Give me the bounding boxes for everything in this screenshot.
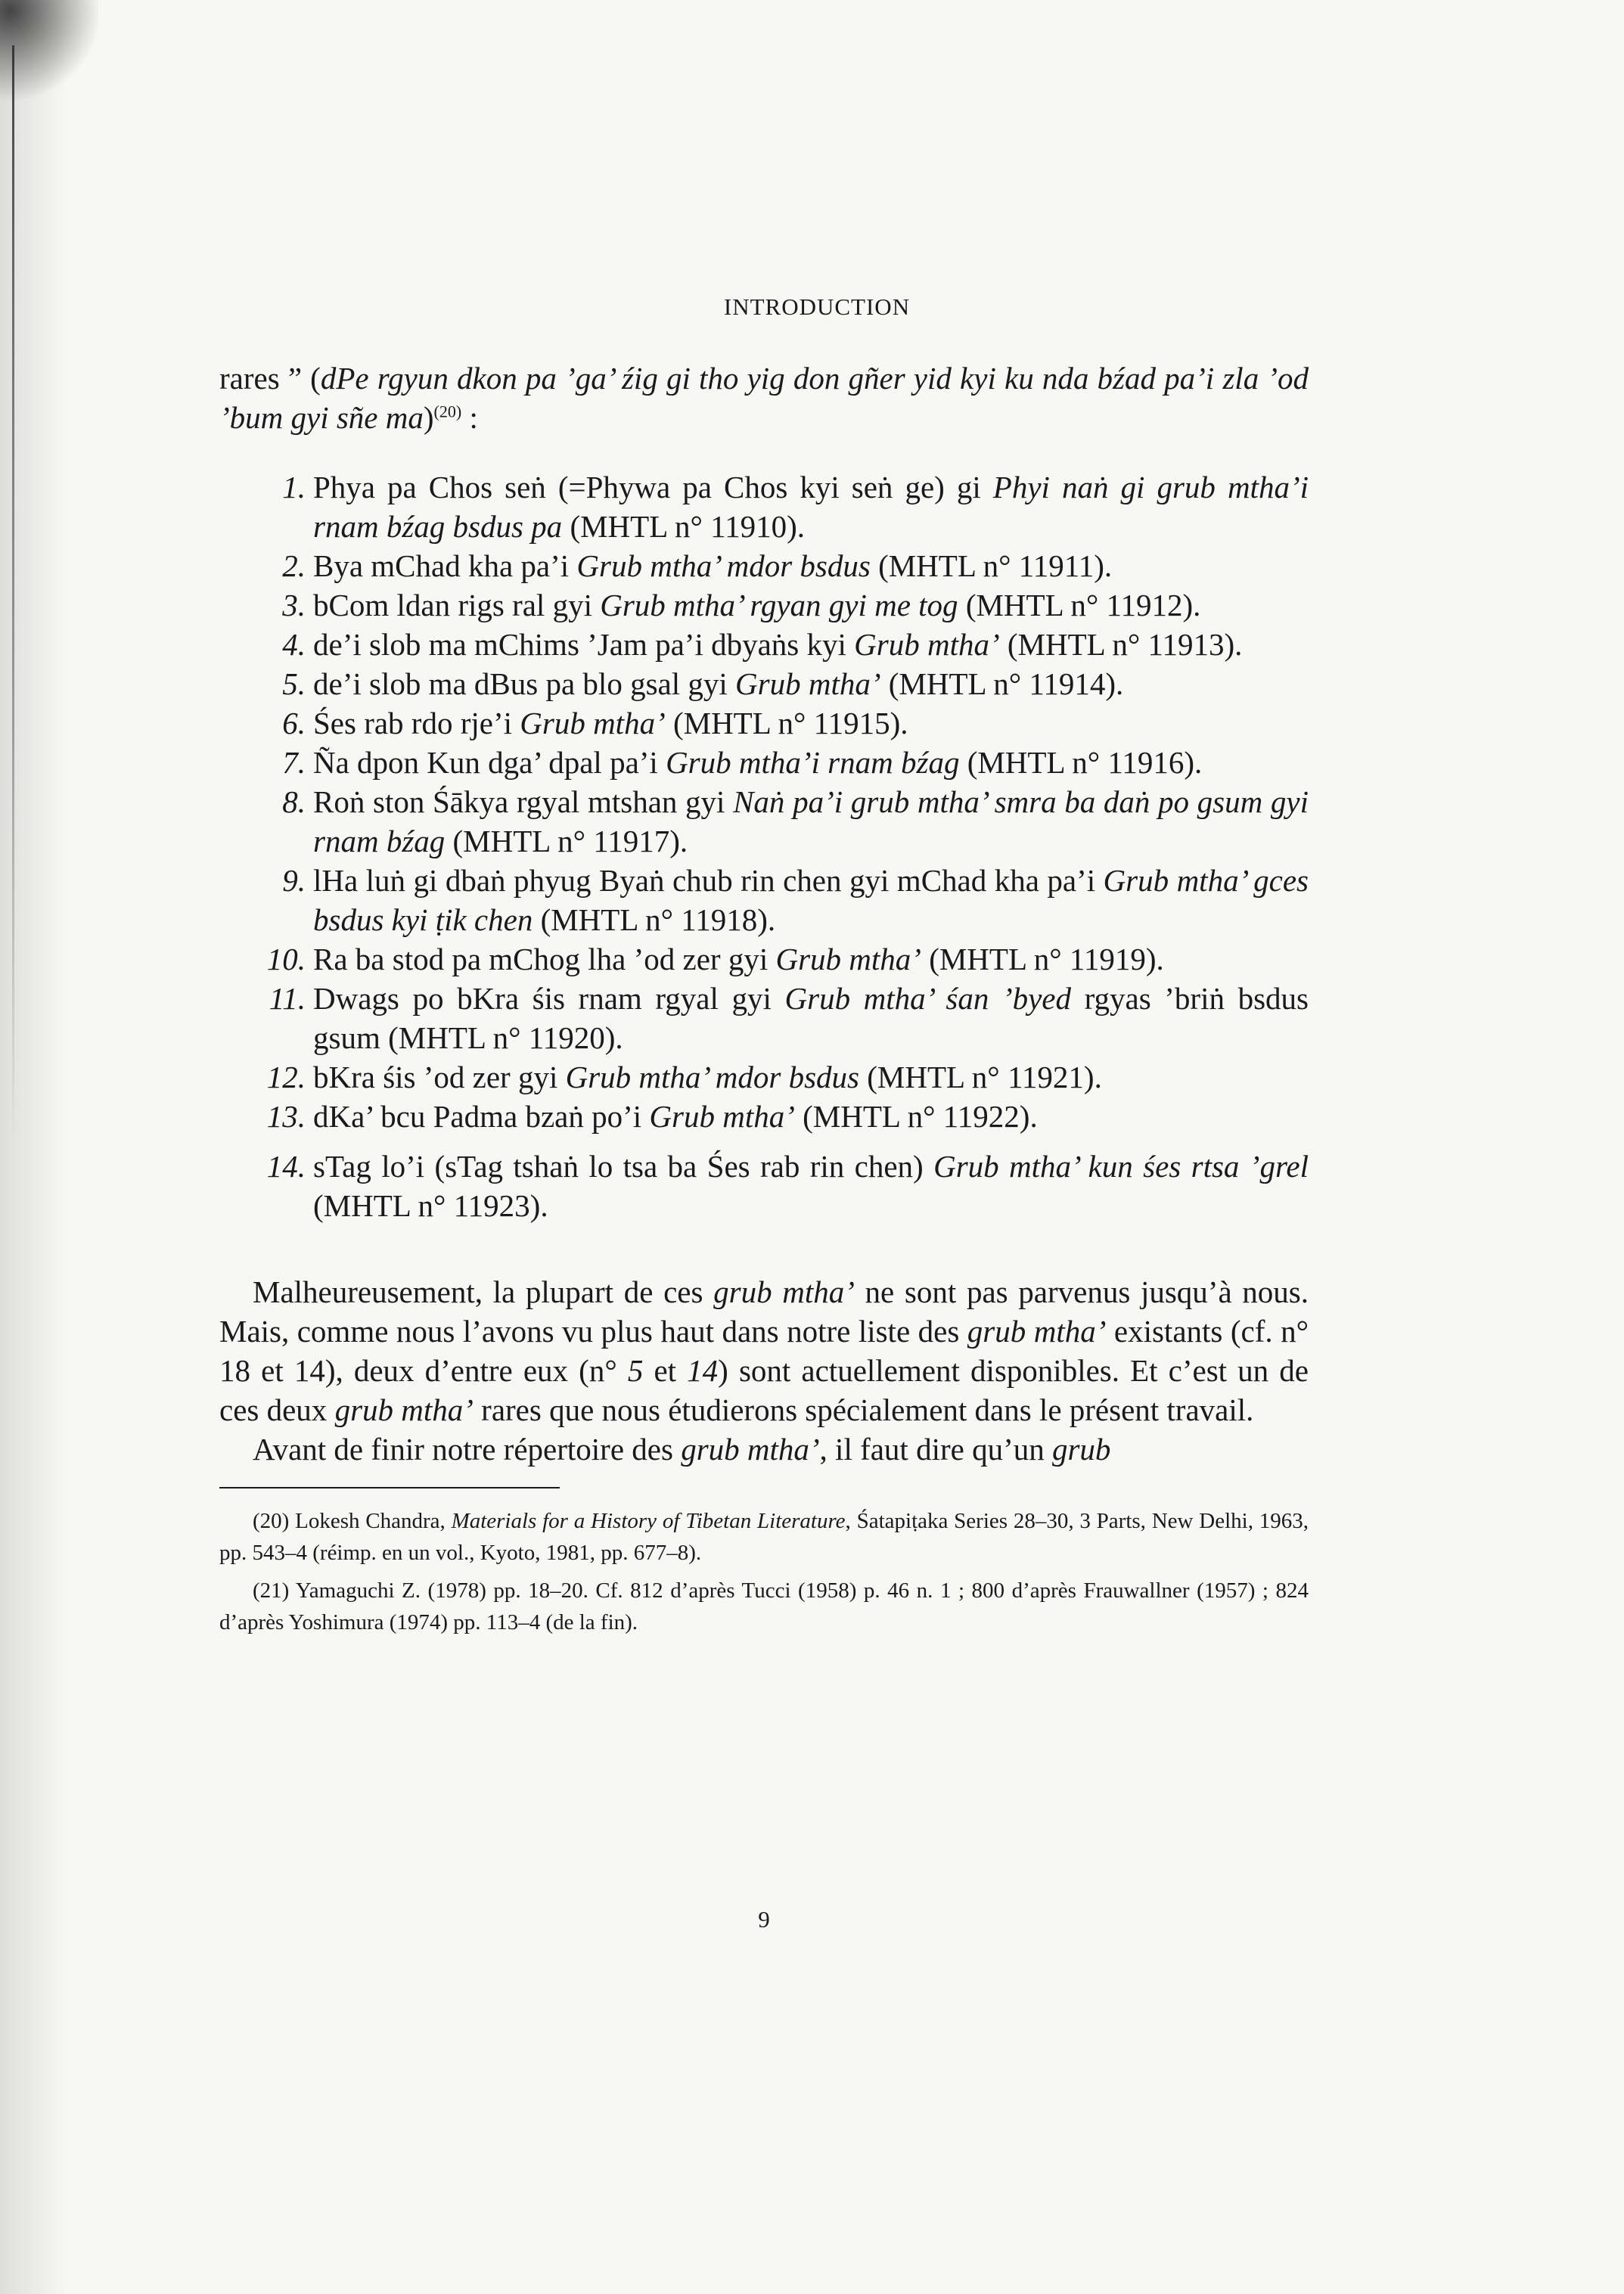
list-item-number: 10. — [266, 942, 306, 976]
paragraph-1-seg-6: et — [643, 1353, 688, 1388]
intro-line — [219, 359, 1309, 437]
body-paragraph — [219, 1272, 1309, 1429]
list-item — [219, 1057, 1309, 1097]
paragraph-1-seg-1-italic: grub mtha’ — [713, 1274, 855, 1309]
list-item-number: 5. — [282, 666, 306, 701]
footnote-2-seg-0: (21) Yamaguchi Z. (1978) pp. 18–20. Cf. 812 d’après Tucci (1958) p. 46 n. 1 ; 800 d’après Frauwallner (1957) ; 824 d’après Yoshimura (1974) pp. 113–4 (de la fin). — [219, 1578, 1309, 1634]
list-item — [219, 1097, 1309, 1136]
list-item-4-seg-0: de’i slob ma mChims ’Jam pa’i dbyaṅs kyi — [313, 627, 855, 662]
list-item — [219, 703, 1309, 743]
paragraph-1-seg-4: existants (cf. n° 18 et 14), deux d’entre eux (n° — [219, 1314, 1309, 1388]
list-item-8-seg-1-italic: Naṅ pa’i grub mtha’ smra ba daṅ po gsum gyi rnam bźag — [313, 784, 1309, 858]
footnote-1-seg-1-italic: Materials for a History of Tibetan Literature — [451, 1509, 846, 1533]
scan-shadow — [0, 0, 113, 2294]
list-item-11-seg-1-italic: Grub mtha’ śan ’byed — [784, 981, 1071, 1016]
list-item — [219, 782, 1309, 861]
list-item-5-seg-1-italic: Grub mtha’ — [735, 666, 881, 701]
list-item-number: 2. — [282, 548, 306, 583]
paragraph-2-seg-2: , il faut dire qu’un — [819, 1432, 1052, 1467]
list-item-7-seg-0: Ña dpon Kun dga’ dpal pa’i — [313, 745, 666, 780]
list-item-9-seg-1-italic: Grub mtha’ gces bsdus kyi ṭik chen — [313, 863, 1309, 937]
page-number: 9 — [758, 1906, 770, 1932]
list-item-11-seg-0: Dwags po bKra śis rnam rgyal gyi — [313, 981, 785, 1016]
running-head: INTRODUCTION — [723, 293, 911, 320]
list-item-13-seg-2: (MHTL n° 11922). — [794, 1099, 1038, 1134]
list-item-9-seg-2: (MHTL n° 11918). — [533, 902, 776, 937]
scan-corner-mark — [0, 0, 98, 106]
list-item-2-seg-2: (MHTL n° 11911). — [870, 548, 1113, 583]
list-item-6-seg-1-italic: Grub mtha’ — [520, 706, 666, 740]
list-item-2-seg-1-italic: Grub mtha’ mdor bsdus — [576, 548, 871, 583]
list-item — [219, 546, 1309, 585]
body-paragraph — [219, 1429, 1309, 1469]
page-body — [219, 287, 1309, 1644]
list-item-5-seg-0: de’i slob ma dBus pa blo gsal gyi — [313, 666, 736, 701]
list-item-3-seg-1-italic: Grub mtha’ rgyan gyi me tog — [600, 588, 958, 622]
list-item-14-seg-1-italic: Grub mtha’ kun śes rtsa ’grel — [933, 1149, 1309, 1184]
paragraph-1-seg-7-italic: 14 — [687, 1353, 719, 1388]
list-item-5-seg-2: (MHTL n° 11914). — [880, 666, 1124, 701]
list-item-4-seg-1-italic: Grub mtha’ — [854, 627, 1000, 662]
list-item-6-seg-0: Śes rab rdo rje’i — [313, 706, 520, 740]
list-item-1-seg-0: Phya pa Chos seṅ (=Phywa pa Chos kyi seṅ ge) gi — [313, 470, 993, 504]
footnote-1-seg-2: , Śatapiṭaka Series 28–30, 3 Parts, New Delhi, 1963, pp. 543–4 (réimp. en un vol., Kyoto, 1981, pp. 677–8). — [219, 1509, 1309, 1565]
list-item-number: 8. — [282, 784, 306, 819]
list-item-7-seg-1-italic: Grub mtha’i rnam bźag — [666, 745, 960, 780]
footnote — [219, 1575, 1309, 1638]
list-item-13-seg-0: dKa’ bcu Padma bzaṅ po’i — [313, 1099, 650, 1134]
list-item-14-seg-2: (MHTL n° 11923). — [313, 1188, 548, 1223]
paragraph-1-seg-0: Malheureusement, la plupart de ces — [253, 1274, 714, 1309]
list-item-number: 6. — [282, 706, 306, 740]
list-item-11-seg-2: rgyas ’briṅ bsdus gsum (MHTL n° 11920). — [313, 981, 1309, 1055]
list-item-number: 11. — [269, 981, 306, 1016]
footnotes — [219, 1505, 1309, 1638]
list-item-8-seg-0: Roṅ ston Śākya rgyal mtshan gyi — [313, 784, 734, 819]
list-item-4-seg-2: (MHTL n° 11913). — [999, 627, 1243, 662]
paragraph-1-seg-5-italic: 5 — [627, 1353, 644, 1388]
scan-binding-line — [12, 45, 14, 1150]
list-item — [219, 625, 1309, 664]
list-item-number: 13. — [266, 1099, 306, 1134]
list-item-number: 9. — [282, 863, 306, 898]
paragraph-2-seg-1-italic: grub mtha’ — [681, 1432, 820, 1467]
paragraph-1-seg-10: rares que nous étudierons spécialement dans le présent travail. — [473, 1392, 1254, 1427]
list-item-1-seg-1-italic: Phyi naṅ gi grub mtha’i rnam bźag bsdus pa — [313, 470, 1309, 544]
list-item-10-seg-0: Ra ba stod pa mChog lha ’od zer gyi — [313, 942, 776, 976]
list-item-number: 14. — [266, 1149, 306, 1184]
intro-title-italic: dPe rgyun dkon pa ’ga’ źig gi tho yig don gñer yid kyi ku nda bźad pa’i zla ’od ’bum gyi sñe ma — [219, 361, 1309, 435]
intro-text-1: rares ” ( — [219, 361, 321, 396]
list-item-number: 1. — [282, 470, 306, 504]
list-item-number: 3. — [282, 588, 306, 622]
list-item — [219, 979, 1309, 1057]
list-item-2-seg-0: Bya mChad kha pa’i — [313, 548, 577, 583]
list-item — [219, 664, 1309, 703]
intro-text-2: ) — [423, 400, 434, 435]
list-item-1-seg-2: (MHTL n° 11910). — [562, 509, 806, 544]
list-item — [219, 743, 1309, 782]
list-item — [219, 939, 1309, 979]
footnote-rule — [219, 1487, 560, 1488]
grub-mtha-list — [219, 467, 1309, 1225]
list-item — [219, 585, 1309, 625]
paragraph-1-seg-9-italic: grub mtha’ — [334, 1392, 474, 1427]
list-item-7-seg-2: (MHTL n° 11916). — [959, 745, 1203, 780]
list-item-13-seg-1-italic: Grub mtha’ — [649, 1099, 795, 1134]
list-item-number: 4. — [282, 627, 306, 662]
list-item-10-seg-1-italic: Grub mtha’ — [775, 942, 921, 976]
list-item-12-seg-1-italic: Grub mtha’ mdor bsdus — [565, 1060, 860, 1094]
list-item-14-seg-0: sTag lo’i (sTag tshaṅ lo tsa ba Śes rab rin chen) — [313, 1149, 934, 1184]
list-item-6-seg-2: (MHTL n° 11915). — [665, 706, 908, 740]
list-item-12-seg-2: (MHTL n° 11921). — [859, 1060, 1102, 1094]
list-item-number: 12. — [266, 1060, 306, 1094]
paragraph-2-seg-3-italic: grub — [1051, 1432, 1111, 1467]
paragraph-1-seg-8: ) sont actuellement disponibles. Et c’est un de ces deux — [219, 1353, 1309, 1427]
paragraph-1-seg-3-italic: grub mtha’ — [967, 1314, 1107, 1349]
list-item-10-seg-2: (MHTL n° 11919). — [921, 942, 1164, 976]
list-item — [219, 861, 1309, 939]
list-item-3-seg-0: bCom ldan rigs ral gyi — [313, 588, 601, 622]
footnote-1-seg-0: (20) Lokesh Chandra, — [253, 1509, 452, 1533]
footnote-ref-20: (20) — [433, 402, 462, 421]
intro-text-3: : — [461, 400, 478, 435]
body-paragraphs — [219, 1272, 1309, 1469]
paragraph-2-seg-0: Avant de finir notre répertoire des — [253, 1432, 682, 1467]
list-item-12-seg-0: bKra śis ’od zer gyi — [313, 1060, 566, 1094]
list-item-number: 7. — [282, 745, 306, 780]
list-item — [219, 467, 1309, 546]
list-item — [219, 1147, 1309, 1225]
list-item-3-seg-2: (MHTL n° 11912). — [958, 588, 1201, 622]
footnote — [219, 1505, 1309, 1569]
list-item-9-seg-0: lHa luṅ gi dbaṅ phyug Byaṅ chub rin chen gyi mChad kha pa’i — [313, 863, 1104, 898]
list-item-8-seg-2: (MHTL n° 11917). — [445, 824, 688, 858]
paragraph-1-seg-2: ne sont pas parvenus jusqu’à nous. Mais, comme nous l’avons vu plus haut dans notre liste des — [219, 1274, 1309, 1349]
